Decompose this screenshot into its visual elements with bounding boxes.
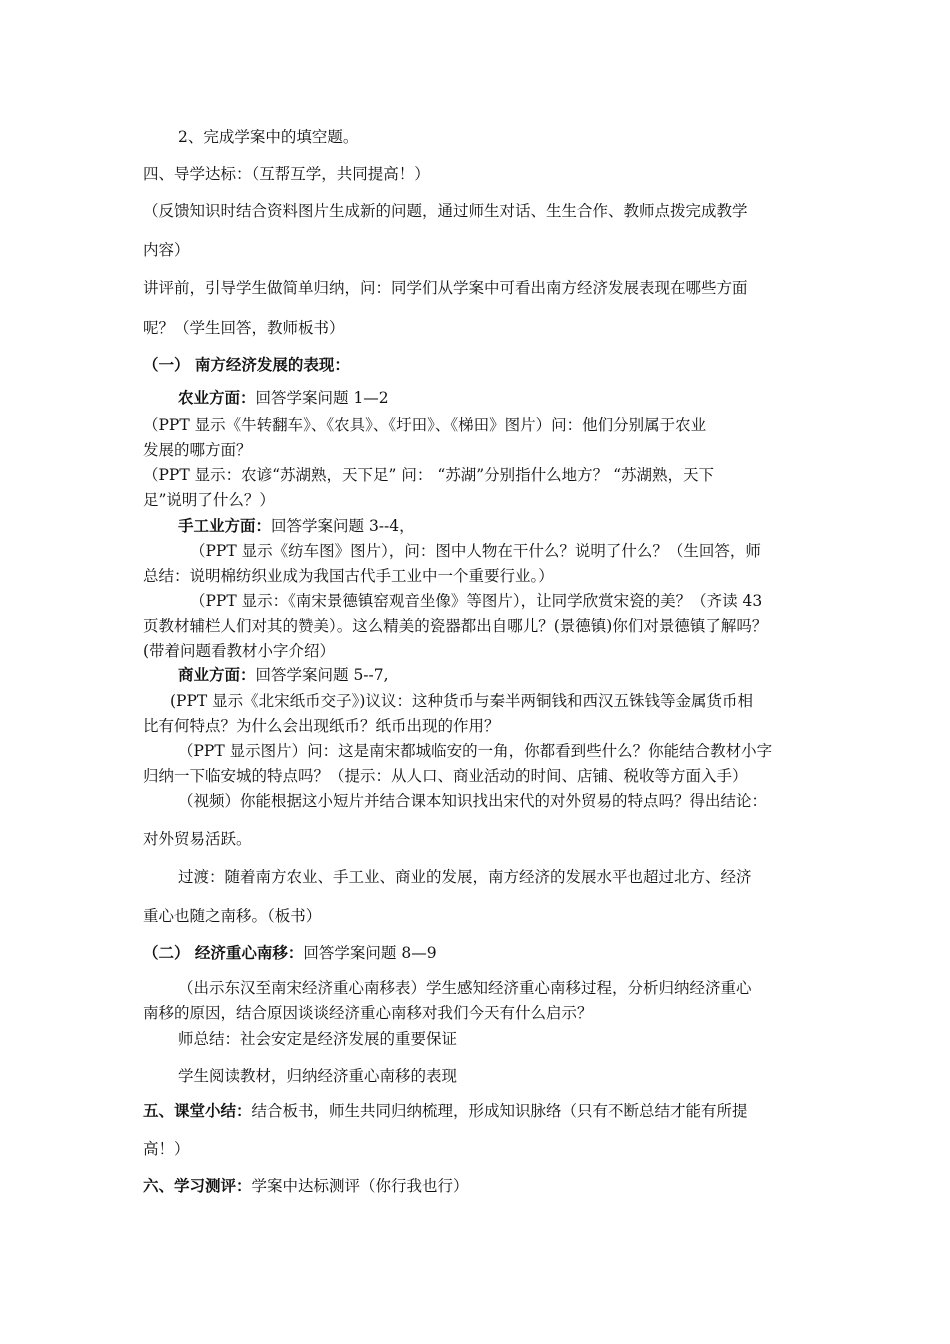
text: 回答学案问题 3--4， bbox=[271, 517, 415, 535]
paragraph: 归纳一下临安城的特点吗？（提示：从人口、商业活动的时间、店铺、税收等方面入手） bbox=[143, 767, 748, 785]
paragraph: （PPT 显示图片）问：这是南宋都城临安的一角，你都看到些什么？你能结合教材小字 bbox=[178, 742, 773, 760]
paragraph: 总结：说明棉纺织业成为我国古代手工业中一个重要行业。） bbox=[143, 567, 554, 585]
paragraph: 学生阅读教材，归纳经济重心南移的表现 bbox=[178, 1067, 458, 1085]
paragraph: 重心也随之南移。（板书） bbox=[143, 907, 322, 925]
paragraph: （反馈知识时结合资料图片生成新的问题，通过师生对话、生生合作、教师点拨完成教学 bbox=[143, 202, 748, 220]
text: 回答学案问题 8—9 bbox=[303, 944, 437, 962]
paragraph bbox=[178, 388, 389, 408]
paragraph: （出示东汉至南宋经济重心南移表）学生感知经济重心南移过程，分析归纳经济重心 bbox=[178, 979, 752, 997]
paragraph: （PPT 显示《牛转翻车》、《农具》、《圩田》、《梯田》图片）问：他们分别属于农业 bbox=[143, 416, 707, 434]
paragraph: （PPT 显示：《南宋景德镇窑观音坐像》等图片），让同学欣赏宋瓷的美？（齐读 43 bbox=[190, 592, 763, 610]
paragraph: 内容） bbox=[143, 241, 190, 259]
paragraph: 南移的原因，结合原因谈谈经济重心南移对我们今天有什么启示？ bbox=[143, 1004, 593, 1022]
paragraph: 比有何特点？为什么会出现纸币？纸币出现的作用？ bbox=[143, 717, 500, 735]
bold-label: 手工业方面： bbox=[178, 517, 272, 535]
bold-label: 六、学习测评： bbox=[143, 1177, 252, 1195]
bold-label: 五、课堂小结： bbox=[143, 1102, 252, 1120]
paragraph: 对外贸易活跃。 bbox=[143, 830, 252, 848]
paragraph: 呢？（学生回答，教师板书） bbox=[143, 319, 345, 337]
paragraph: 页教材辅栏人们对其的赞美）。这么精美的瓷器都出自哪儿？(景德镇)你们对景德镇了解吗？ bbox=[143, 617, 768, 635]
section-heading: 四、导学达标：（互帮互学，共同提高！） bbox=[143, 165, 430, 183]
section-heading bbox=[143, 1101, 748, 1121]
text: 回答学案问题 1—2 bbox=[255, 389, 389, 407]
subsection-heading bbox=[143, 943, 437, 963]
paragraph: （PPT 显示《纺车图》图片），问：图中人物在干什么？说明了什么？（生回答，师 bbox=[190, 542, 761, 560]
text: 结合板书，师生共同归纳梳理，形成知识脉络（只有不断总结才能有所提 bbox=[251, 1102, 748, 1120]
paragraph: 足”说明了什么？） bbox=[143, 491, 275, 509]
paragraph: (带着问题看教材小字介绍） bbox=[143, 642, 336, 660]
subsection-heading: （一） 南方经济发展的表现： bbox=[143, 356, 350, 374]
paragraph bbox=[178, 516, 415, 536]
paragraph: 讲评前，引导学生做简单归纳，问：同学们从学案中可看出南方经济发展表现在哪些方面 bbox=[143, 279, 748, 297]
paragraph: 师总结：社会安定是经济发展的重要保证 bbox=[178, 1030, 458, 1048]
paragraph: 发展的哪方面？ bbox=[143, 441, 252, 459]
text: 回答学案问题 5--7, bbox=[255, 666, 389, 684]
bold-label: （二） 经济重心南移： bbox=[143, 944, 304, 962]
paragraph: (PPT 显示《北宋纸币交子》)议议：这种货币与秦半两铜钱和西汉五铢钱等金属货币相 bbox=[170, 692, 753, 710]
paragraph: 高！） bbox=[143, 1140, 190, 1158]
bold-label: 农业方面： bbox=[178, 389, 256, 407]
paragraph bbox=[178, 665, 389, 685]
text: 学案中达标测评（你行我也行） bbox=[251, 1177, 469, 1195]
paragraph: （视频）你能根据这小短片并结合课本知识找出宋代的对外贸易的特点吗？得出结论： bbox=[178, 792, 768, 810]
bold-label: 商业方面： bbox=[178, 666, 256, 684]
section-heading bbox=[143, 1176, 469, 1196]
paragraph: 2、完成学案中的填空题。 bbox=[178, 128, 359, 146]
paragraph: 过渡：随着南方农业、手工业、商业的发展，南方经济的发展水平也超过北方、经济 bbox=[178, 868, 752, 886]
paragraph: （PPT 显示：农谚“苏湖熟，天下足” 问： “苏湖”分别指什么地方？ “苏湖熟，天下 bbox=[143, 466, 715, 484]
